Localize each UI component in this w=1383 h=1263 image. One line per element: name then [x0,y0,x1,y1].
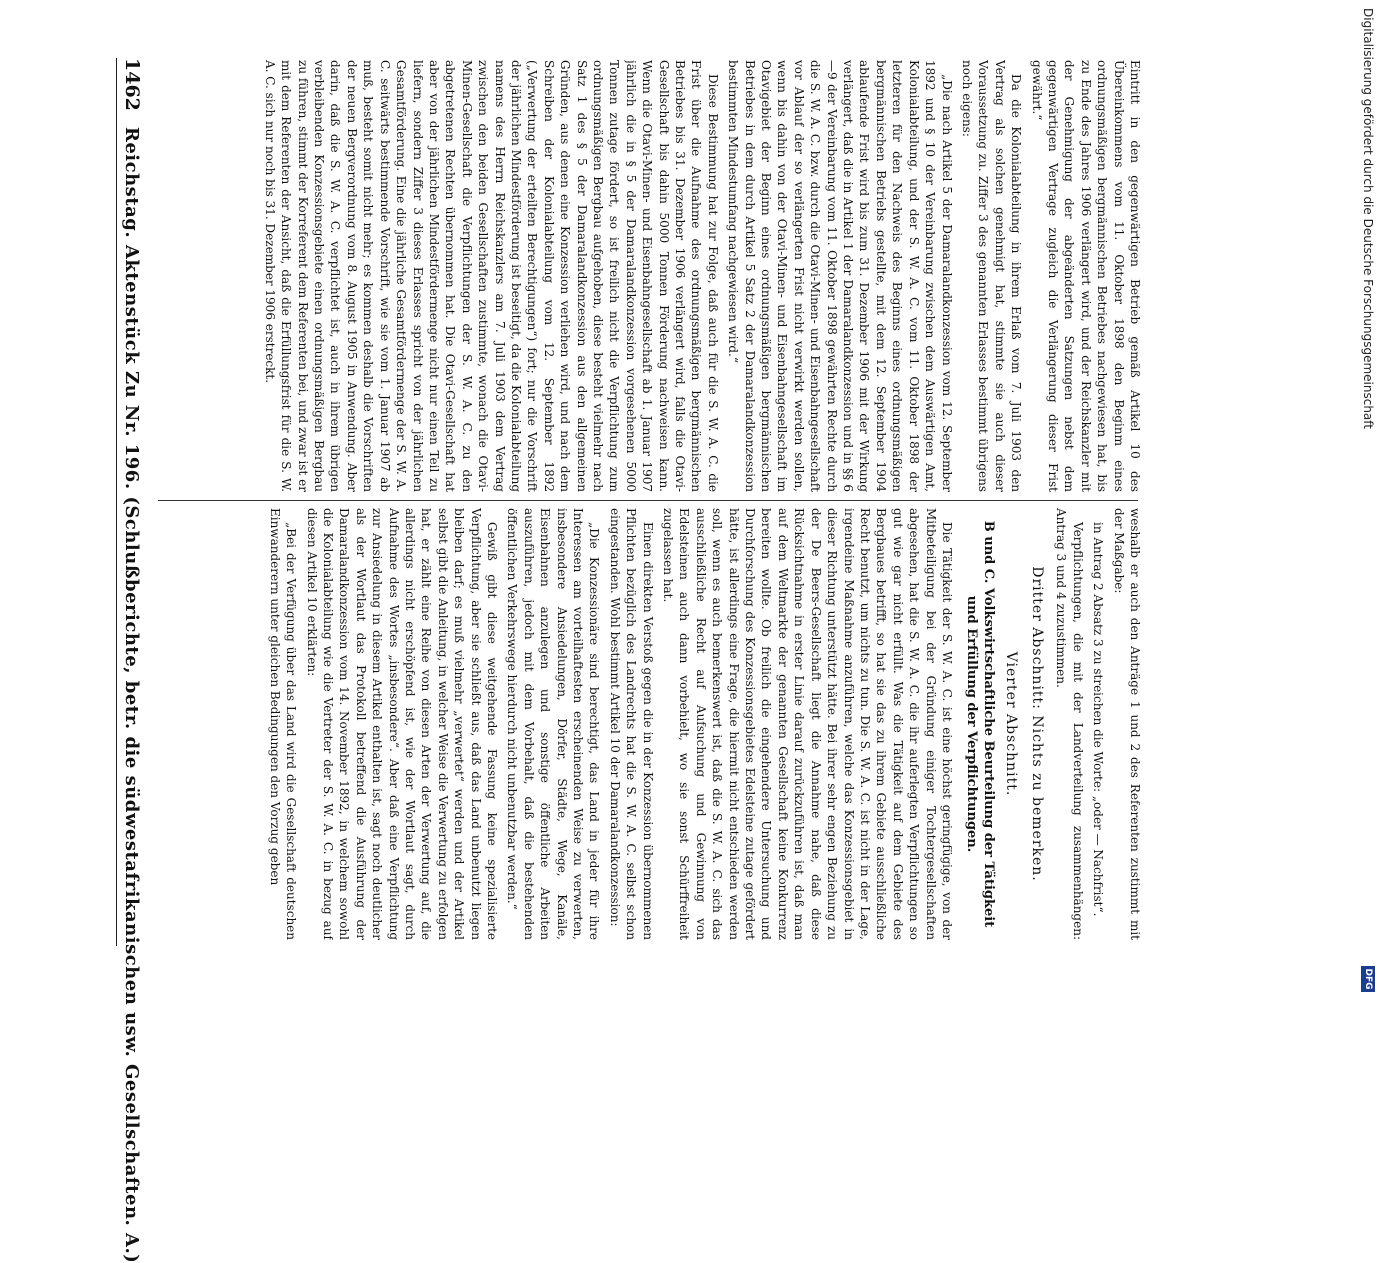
page-header [116,58,147,1263]
left-column [158,60,1143,492]
right-column [158,508,1143,940]
paragraph: Gewiß gibt diese weitgehende Fassung keine spezialisierte Verpflichtung, aber sie schließt aus, daß das Land unbenutzt liegen bleiben darf; es muß vielmehr „verwertet“ werden und der Artikel selbst gibt die Anleitung, in welcher Weise die Verwertung zu erfolgen hat, er zählt eine Reihe von diesen Arten der Verwertung auf, die allerdings nicht erschöpfend ist, wie der Wortlaut sagt, durch Aufnahme des Wortes „insbesondere“. Aber daß eine Verpflichtung zur Ansiedelung in diesem Artikel enthalten ist, sagt noch deutlicher als der Wortlaut das Protokoll betreffend die Ausführung der Damaralandkonzession vom 14. November 1892, in welchem sowohl die Kolonialabteilung wie die Vertreter der S. W. A. C. in bezug auf diesen Artikel 10 erklärten: [304,508,499,940]
page-number: 1462 [121,58,143,111]
quote-paragraph: „Bei der Verfügung über das Land wird die Gesellschaft deutschen Einwanderern unter gleichen Bedingungen den Vorzug geben [267,508,299,940]
paragraph: Eintritt in den gegenwärtigen Betrieb gemäß Artikel 10 des Übereinkommens vom 11. Oktober 1898 den Beginm eines ordnungsmäßigen bergmännischen Betriebes nachgewiesen hat, bis zu Ende des Jahres 1906 verlängert wird, und der Reichskanzler mit der Genehmigung der abgeänderten Satzungen nebst dem gegenwärtigen Vertrage zugleich die Verlängerung dieser Frist gewährt.“ [1029,60,1142,492]
dfg-logo: DFG [1361,966,1375,992]
quote-paragraph: „Die nach Artikel 5 der Damaralandkonzession vom 12. September 1892 und § 10 der Vereinbarung zwischen dem Auswärtigen Amt, Kolonialabteilung, und der S. W. A. C. vom 11. Oktober 1898 der letzteren für den Nachweis des Beginns eines ordnungsmäßigen bergmännischen Betriebs gestellte, mit dem 12. September 1904 ablaufende Frist wird bis zum 31. Dezember 1906 mit der Wirkung verlängert, daß die in Artikel 1 der Damaralandkonzession und in §§ 6—9 der Vereinbarung vom 11. Oktober 1898 gewährten Rechte durch die S. W. A. C. bzw. durch die Otavi-Minen- und Eisenbahngesellschaft vor Ablauf der so verlängerten Frist nicht verwirkt werden sollen, wenn bis dahin von der Otavi-Minen- und Eisenbahngesellschaft im Otavigebiet der Beginn eines ordnungsmäßigen bergmännischen Betriebes in dem durch Artikel 5 Satz 2 der Damaralandkonzession bestimmten Mindestumfang nachgewiesen wird.“ [726,60,954,492]
quote-paragraph: „Die Konzessionäre sind berechtigt, das Land in jeder für ihre Interessen am vorteilhaftesten erscheinenden Weise zu verwerten, insbesondere Ansiedelungen, Dörfer, Städte, Wege, Kanäle, Eisenbahnen anzulegen und sonstige öffentliche Arbeiten auszuführen, jedoch mit dem Vorbehalt, daß die bestehenden öffentlichen Verkehrswege hierdurch nicht unbenutzbar werden.“ [505,508,602,940]
paragraph: Da die Kolonialabteilung in ihrem Erlaß vom 7. Juli 1903 den Vertrag als solchen genehmigt hat, stimmte sie auch dieser Voraussetzung zu. Ziffer 3 des genannten Erlasses bestimmt übrigens noch eigens: [959,60,1024,492]
section-heading-third: Dritter Abschnitt: Nichts zu bemerken. [1028,566,1045,882]
paragraph: Die Tätigkeit der S. W. A. C. ist eine höchst geringfügige, von der Mitbeteiligung bei der Gründung einiger Tochtergesellschaften abgesehen, hat die S. W. A. C. die ihr auferlegten Verpflichtungen so gut wie gar nicht erfüllt. Was die Tätigkeit auf dem Gebiete des Bergbaues betrifft, so hat sie das zu ihrem Gebiete ausschließliche Recht benutzt, um nichts zu tun. Die S. W. A. C. ist nicht in der Lage, irgendeine Maßnahme anzuführen, welche das Konzessionsgebiet in dieser Richtung unterstützt hätte. Bei ihrer sehr engen Beziehung zu der De Beers-Gesellschaft liegt die Annahme nahe, daß diese Rücksichtnahme in erster Linie darauf zurückzuführen ist, daß man auf dem Weltmarkte der genannten Gesellschaft keine Konkurrenz bereiten wollte. Ob freilich die eingehendere Untersuchung und Durchforschung des Konzessionsgebietes Edelsteine zutage gefördert hätte, ist allerdings eine Frage, die hiermit nicht entschieden werden soll, wenn es auch bemerkenswert ist, daß die S. W. A. C. sich das ausschließliche Recht auf Aufsuchung und Gewinnung von Edelsteinen auch dann vorbehielt, wo sie sonst Schürffreiheit zugelassen hat. [661,508,954,940]
paragraph: Verpflichtungen, die mit der Landverteilung zusammenhängen: Antrag 3 und 4 zuzustimmen. [1054,508,1085,940]
subsection-heading: B und C. Volkswirtschaftliche Beurteilung der Tätigkeit und Erfüllung der Verpflichtungen. [963,520,996,928]
paragraph: Einen direkten Verstoß gegen die in der Konzession übernommenen Pflichten bezüglich des Landrechts hat die S. W. A. C. selbst schon eingestanden. Wohl bestimmt Artikel 10 der Damaralandkonzession: [607,508,655,940]
column-divider [158,500,1138,501]
running-head: Reichstag. Aktenstück Zu Nr. 196. (Schlußberichte, betr. die südwestafrikanischen usw. Gesellschaften. A.) [121,126,143,1263]
credit-text: Digitalisierung gefördert durch die Deutsche Forschungsgemeinschaft [1361,8,1375,430]
paragraph: in Antrag 2 Absatz 3 zu streichen die Worte: „oder — Nachfrist“. [1091,522,1106,917]
section-heading-fourth: Vierter Abschnitt. [1002,651,1019,797]
digitisation-credit [1356,8,1380,992]
paragraph: Diese Bestimmung hat zur Folge, daß auch für die S. W. A. C. die Frist über die Aufnahme des ordnungsmäßigen bergmännischen Betriebes bis 31. Dezember 1906 verlängert wird, falls die Otavi-Gesellschaft bis dahin 5000 Tonnen Förderung nachweisen kann. Wenn die Otavi-Minen- und Eisenbahngesellschaft ab 1. Januar 1907 jährlich die in § 5 der Damaralandkonzession vorgesehenen 5000 Tonnen zutage fördert, so ist freilich nicht die Verpflichtung zum ordnungsmäßigen Bergbau aufgehoben, diese besteht vielmehr nach Satz 1 des § 5 der Damaralandkonzession aus den allgemeinen Gründen, aus denen eine Konzession verliehen wird, und nach dem Schreiben der Kolonialabteilung vom 12. September 1892 („Verwertung der erteilten Berechtigungen“) fort; nur die Vorschrift der jährlichen Mindestförderung ist beseitigt, da die Kolonialabteilung namens des Herrn Reichskanzlers am 7. Juli 1903 dem Vertrag zwischen den beiden Gesellschaften zustimmte, wonach die Otavi-Minen-Gesellschaft die Verpflichtungen der S. W. A. C. zu den abgetretenen Rechten übernommen hat. Die Otavi-Gesellschaft hat aber von der jährlichen Mindestfördermenge nicht nur einen Teil zu liefern, sondern Ziffer 3 dieses Erlasses spricht von der jährlichen Gesamtförderung. Eine die jährliche Gesamtfördermenge der S. W. A. C. seitwärts bestimmende Vorschrift, wie sie vom 1. Januar 1907 ab muß, besteht somit nicht mehr; es kommen deshalb die Vorschriften der neuen Bergverordnung vom 8. August 1905 in Anwendung. Aber darin, daß die S. W. A. C. verpflichtet ist, auch in ihrem übrigen verbleibenden Konzessionsgebiete einen ordnungsmäßigen Bergbau zu führen, stimmt der Korreferent dem Referenten bei, und zwar ist er mit dem Referenten der Ansicht, daß die Erfüllungsfrist für die S. W. A. C. sich nur noch bis 31. Dezember 1906 erstreckt. [262,60,720,492]
paragraph: weshalb er auch den Anträge 1 und 2 des Referenten zustimmt mit der Maßgabe: [1111,508,1142,940]
